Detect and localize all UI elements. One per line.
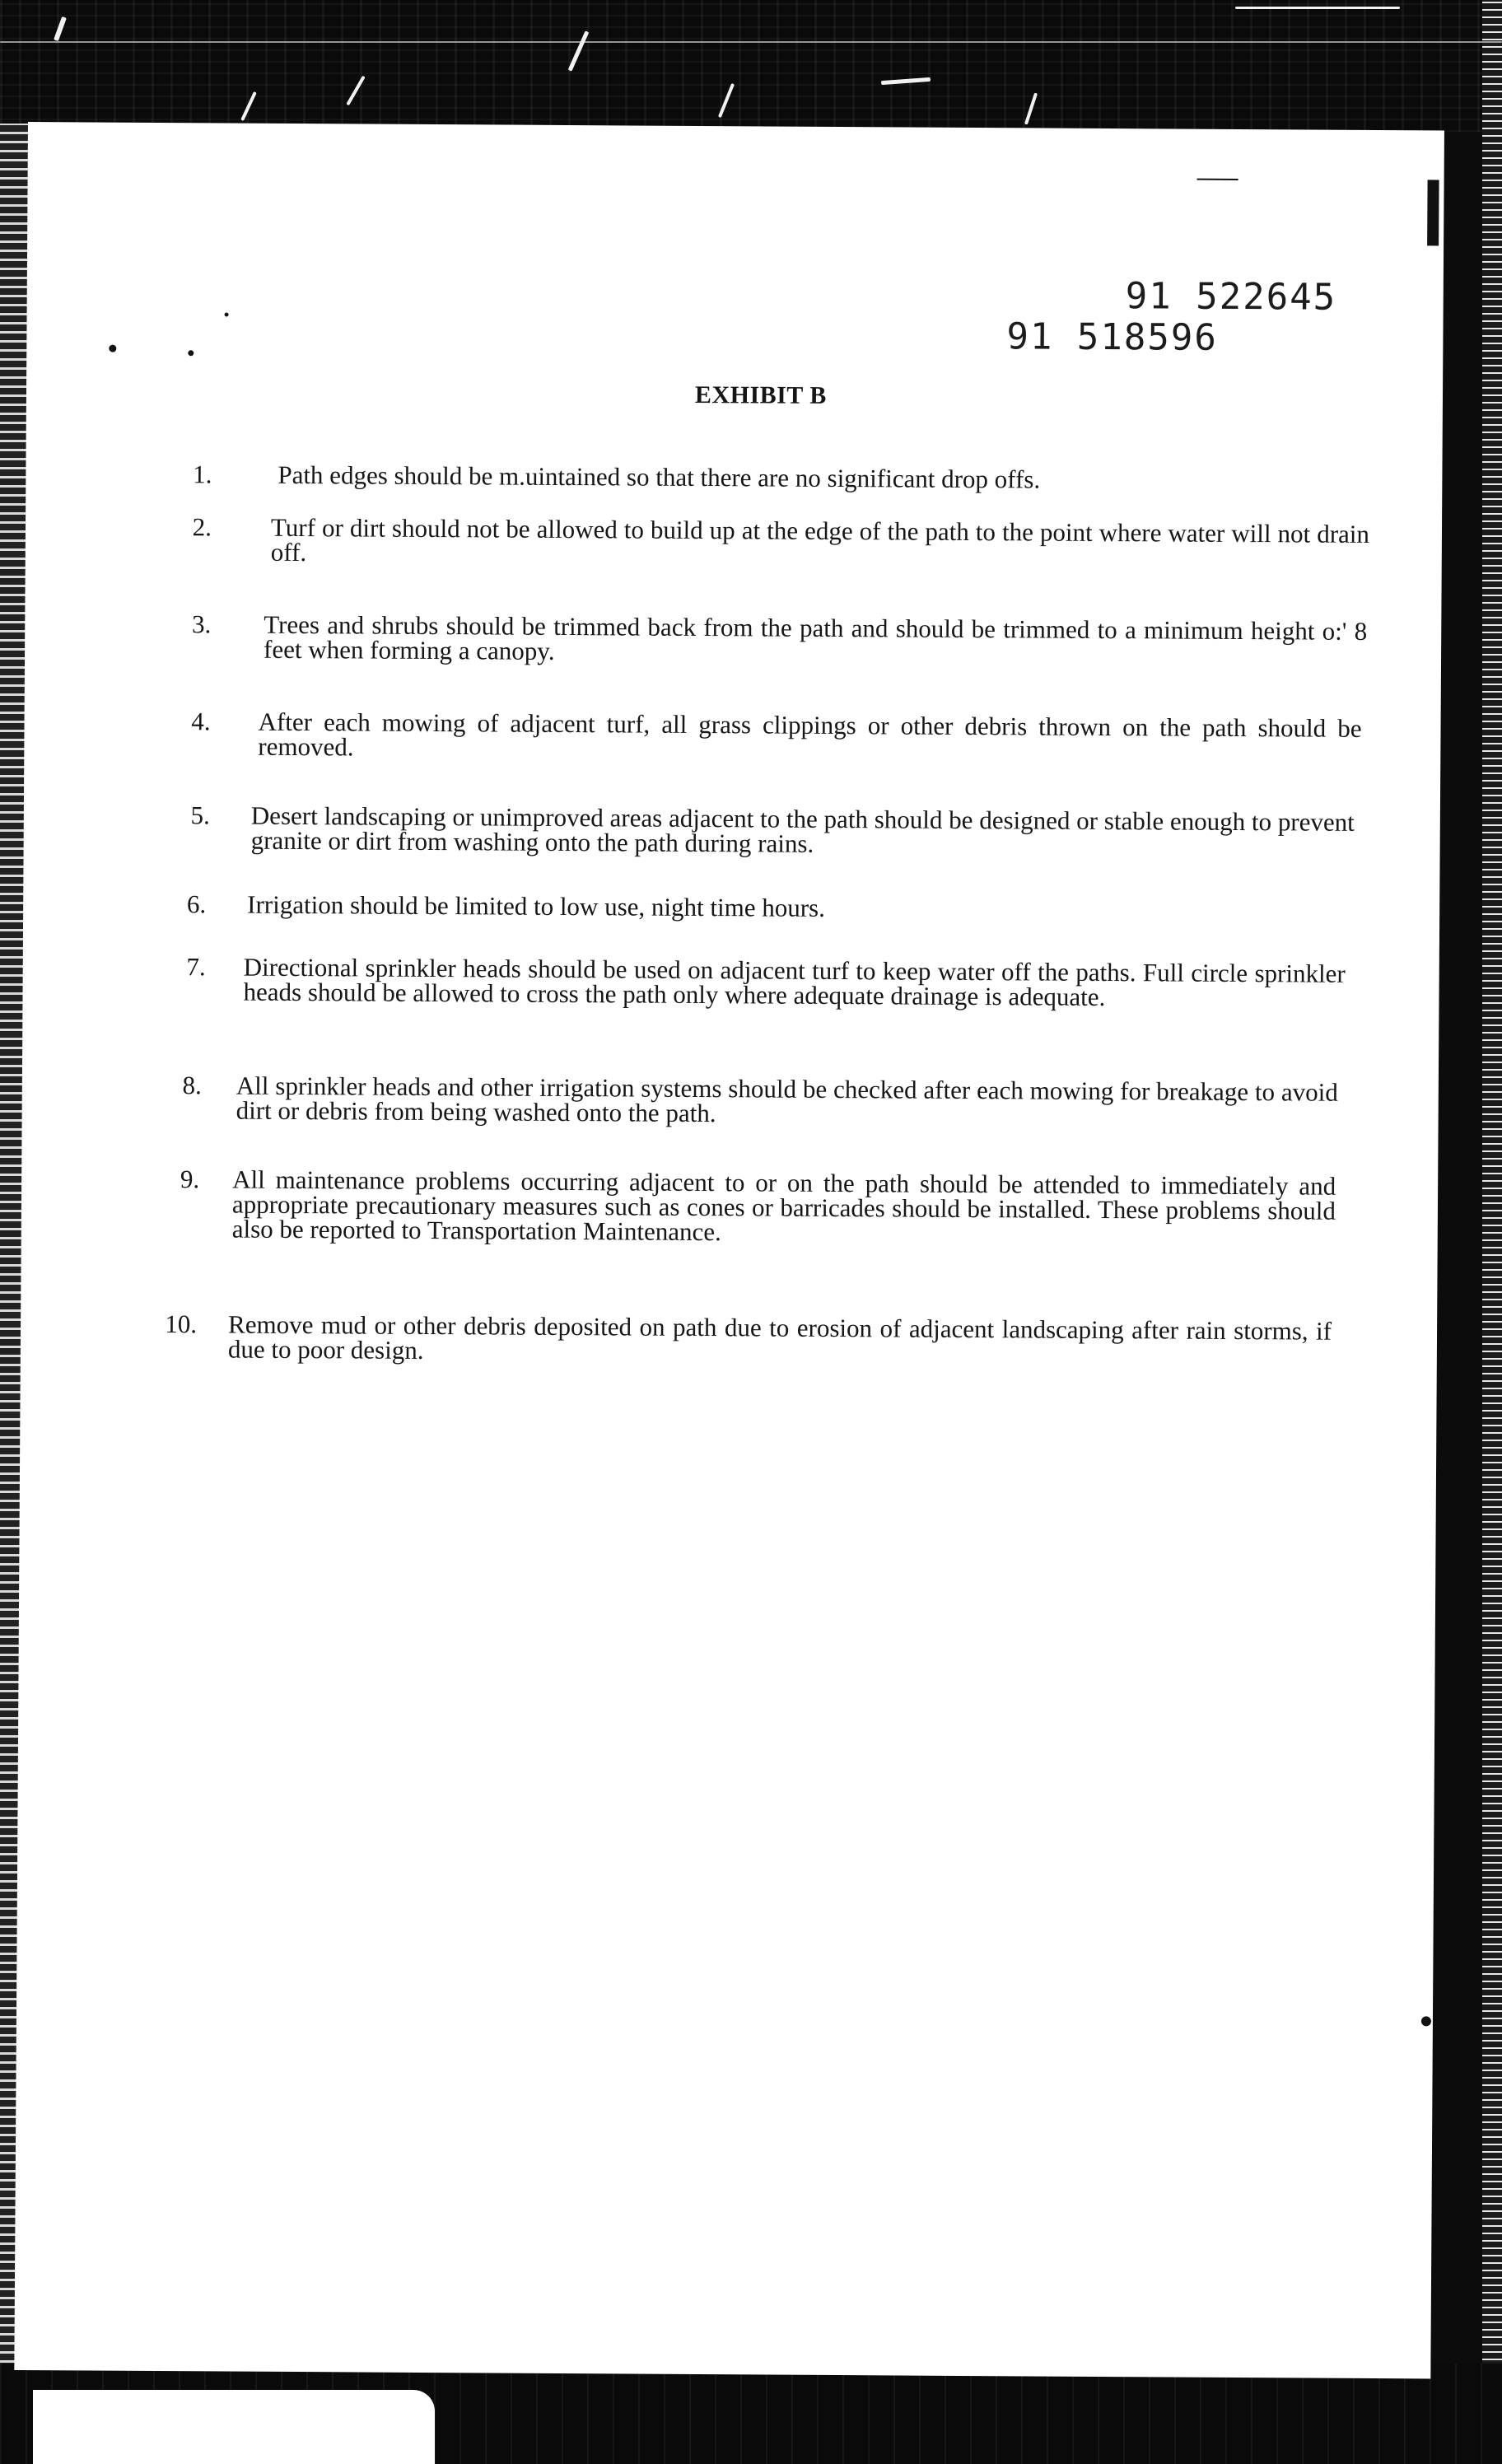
- list-item-text: After each mowing of adjacent turf, all grass clippings or other debris thrown on the path should be removed.: [258, 707, 1362, 762]
- list-item-text: Desert landscaping or unimproved areas adjacent to the path should be designed or stable enough to prevent granite or dirt from washing onto the path during rains.: [250, 800, 1355, 858]
- list-item-number: 8.: [182, 1071, 202, 1100]
- scan-dot: [188, 350, 194, 356]
- scan-dot: [1421, 2016, 1431, 2026]
- list-item: [24, 800, 1440, 858]
- exhibit-title: EXHIBIT B: [694, 380, 827, 409]
- list-item: [23, 952, 1439, 1012]
- list-item-text: Turf or dirt should not be allowed to build up at the edge of the path to the point where water will not drain off.: [270, 512, 1370, 567]
- list-item-text: Trees and shrubs should be trimmed back from the path and should be trimmed to a minimum height o:' 8 feet when forming a canopy.: [263, 609, 1368, 665]
- list-item-text: All sprinkler heads and other irrigation systems should be checked after each mowing for breakage to avoid dirt or debris from being washed onto the path.: [236, 1071, 1338, 1128]
- list-item: [26, 512, 1442, 567]
- list-item-text: Path edges should be m.uintained so that there are no significant drop offs.: [278, 460, 1041, 494]
- list-item: [25, 707, 1441, 762]
- scan-mark: [1427, 180, 1439, 245]
- list-item-number: 4.: [191, 707, 211, 736]
- list-item-text: Directional sprinkler heads should be used on adjacent turf to keep water off the paths. Full circle sprinkler heads should be allowed to cross the path only where adequate drainage is adequate.: [243, 952, 1346, 1012]
- list-item-text: Remove mud or other debris deposited on path due to erosion of adjacent landscaping after rain storms, if due to poor design.: [227, 1309, 1332, 1365]
- list-item-text: All maintenance problems occurring adjacent to or on the path should be attended to immediately and appropriate precautionary measures such as cones or barricades should be installed. These problems should also be reported to Transportation Maintenance.: [231, 1164, 1336, 1247]
- list-item: [25, 609, 1441, 665]
- scan-speck: [0, 41, 1502, 43]
- list-item-number: 3.: [191, 609, 212, 639]
- scan-border-right: [1482, 0, 1502, 2464]
- list-item-text: Irrigation should be limited to low use, night time hours.: [247, 889, 826, 922]
- scan-mark: [1197, 179, 1238, 180]
- list-item: [22, 1071, 1439, 1128]
- label-strip: [33, 2390, 435, 2464]
- list-item-number: 10.: [165, 1309, 198, 1339]
- list-item: [21, 1164, 1438, 1247]
- list-item-number: 1.: [193, 460, 212, 489]
- list-item-number: 5.: [190, 800, 210, 830]
- list-item: [21, 1309, 1437, 1365]
- document-page: [14, 122, 1444, 2378]
- scan-dot: [225, 312, 229, 316]
- list-item-number: 2.: [192, 512, 212, 542]
- stamp-number: 91 522645: [1125, 275, 1337, 319]
- list-item-number: 7.: [186, 952, 206, 982]
- list-item: [26, 460, 1442, 494]
- list-item-number: 9.: [180, 1164, 200, 1194]
- scan-speck: [1235, 7, 1400, 9]
- stamp-number: 91 518596: [1006, 315, 1219, 359]
- list-item-number: 6.: [186, 889, 207, 919]
- scan-dot: [109, 345, 116, 352]
- list-item: [23, 889, 1439, 922]
- scan-border-top: [0, 0, 1502, 132]
